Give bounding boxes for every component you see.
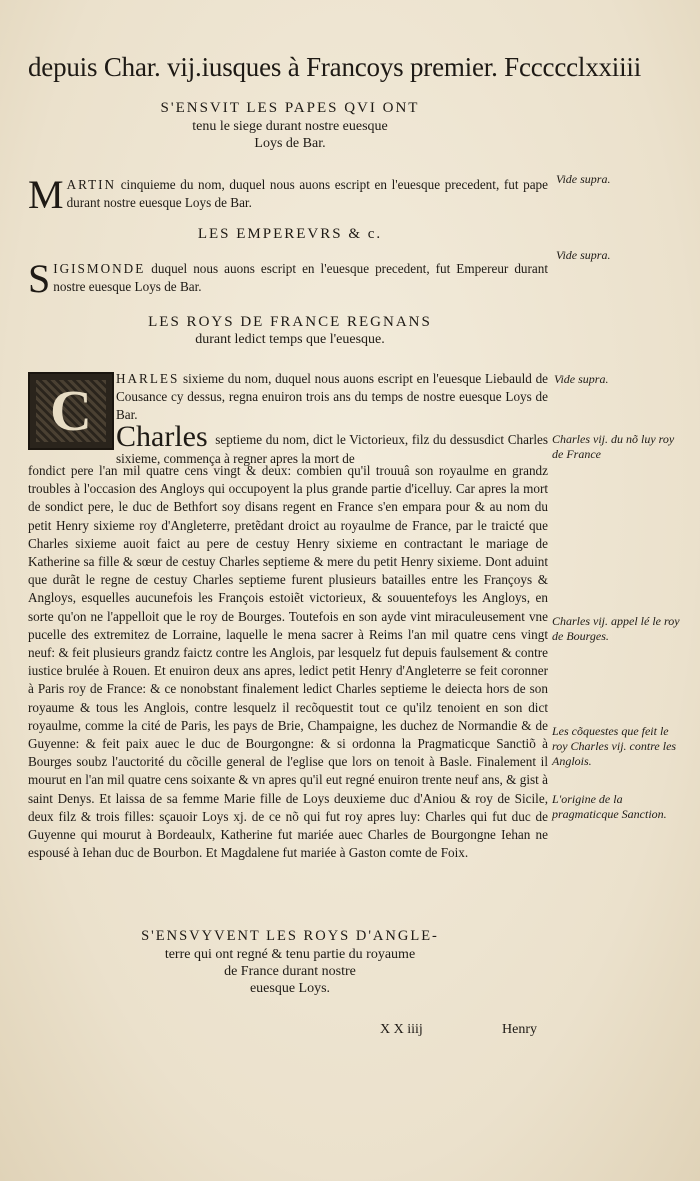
paragraph-lead: ARTIN <box>66 177 117 192</box>
subheading-line: euesque Loys. <box>249 981 331 996</box>
paragraph-text: duquel nous auons escript en l'euesque precedent, fut Empereur durant nostre euesque Loys de Bar. <box>53 261 549 295</box>
initial-letter: S <box>28 256 51 301</box>
running-header: depuis Char. vij.iusques à Francoys premier. Fccccclxxiiii <box>28 52 642 82</box>
paragraph-lead: IGISMONDE <box>53 261 146 276</box>
section-subheading-roys: durant ledict temps que l'euesque. <box>195 332 385 347</box>
margin-note: L'origine de la pragmaticque Sanction. <box>552 792 667 821</box>
section-heading-papes: S'ENSVIT LES PAPES QVI ONT <box>160 100 420 116</box>
subheading-line: de France durant nostre <box>224 964 356 979</box>
paragraph-text: septieme du nom, dict le Victorieux, filz du dessusdict Charles sixieme, commença à regner apres la mort de <box>116 432 548 466</box>
section-heading-roys: LES ROYS DE FRANCE REGNANS <box>148 314 432 330</box>
paragraph-text: sixieme du nom, duquel nous auons escript en l'euesque Liebauld de Cousance cy dessus, regna enuiron trois ans du temps de nostre euesque Loys de Bar. <box>116 371 549 423</box>
paragraph-charles-intro <box>116 370 548 425</box>
initial-letter: M <box>28 172 64 217</box>
signature-mark: X X iiij <box>380 1022 423 1037</box>
ornamental-initial <box>28 372 114 450</box>
large-word: Charles <box>116 420 208 453</box>
ornamental-letter: C <box>50 378 92 443</box>
catchword: Henry <box>502 1022 537 1037</box>
ornament-pattern <box>36 380 106 442</box>
paragraph-text: cinquieme du nom, duquel nous auons escript en l'euesque precedent, fut pape durant nostre euesque Loys de Bar. <box>66 177 548 211</box>
margin-note: Les cõquestes que feit le roy Charles vij. contre les Anglois. <box>552 724 677 768</box>
margin-note: Vide supra. <box>556 172 611 186</box>
section-subheading-angleterre <box>130 946 450 997</box>
margin-note: Vide supra. <box>556 248 611 262</box>
section-heading-empereurs: LES EMPEREVRS & c. <box>197 226 383 242</box>
paragraph-sigismonde <box>28 256 549 301</box>
subheading-line: Loys de Bar. <box>254 136 326 151</box>
paragraph-martin <box>28 172 548 217</box>
section-subheading-papes <box>130 118 450 152</box>
subheading-line: tenu le siege durant nostre euesque <box>192 119 388 134</box>
paragraph-charles-septieme-body: fondict pere l'an mil quatre cens vingt & deux: combien qu'il trouuâ son royaulme en grandz troubles à l'occasion des Angloys qui occupoyent la plus grande partie d'icelluy. Car apres la mort de sondict pere, le duc de Bethfort soy disans regent en France s'en empara pour & au nom du petit Henry sixieme roy d'Angleterre, pretẽdant droict au royaulme de France, par le traicté que Charles sixieme auoit faict au pere de cestuy Henry sixieme en contractant le mariage de Katherine sa fille & sœur de cestuy Charles septieme & mere du petit Henry sixieme. Dont aduint que durãt le regne de cestuy Charles septieme furent plusieurs batailles entre les Françoys & Angloys, esquelles aucunefois les François estoiẽt victorieux, & souuentefoys les Angloys, en sorte qu'on ne l'appelloit que le roy de Bourges. Toutefois en son ayde vint miraculeusement vne pucelle des extremitez de Lorraine, laquelle le mena sacrer à Reims l'an mil quatre cens vingt neuf: & feit plusieurs grandz faictz contre les Anglois, par lesquelz fut depuis faulsement & contre iustice brulée à Rouen. Et enuiron deux ans apres, ledict petit Henry d'Angleterre se feit coronner à Paris roy de France: & ce nonobstant finalement ledict Charles septieme le deiecta hors de son royaume & tous les Anglois, contre lesquelz il recõquestit tout ce qu'ilz tenoient en son dict royaulme, comme la cité de Paris, les pays de Brie, Champaigne, les duchez de Normandie & de Guyenne: & feit paix auec le duc de Bourgongne: & si ordonna la Pragmaticque Sanctiõ à Bourges soubz l'auctorité du cõcille general de l'eglise que lors on tenoit à Basle. Finalement il mourut en l'an mil quatre cens soixante & vn apres qu'il eut regné enuiron trente neuf ans, & gist à saint Denys. Et laissa de sa femme Marie fille de Loys deuxieme duc d'Aniou & roy de Sicile, deux filz & trois filles: sçauoir Loys xj. de ce nõ qui fut roy apres luy: Charles qui fut duc de Guyenne qui mourut à Bordeaulx, Katherine fut mariée auec Charles de Bourgongne Iehan ne espousé à Iehan duc de Bourbon. Et Magdalene fut mariée à Gaston comte de Foix. <box>28 463 548 861</box>
paragraph-lead: HARLES <box>116 371 180 386</box>
margin-note: Vide supra. <box>554 372 609 386</box>
section-heading-angleterre: S'ENSVYVENT LES ROYS D'ANGLE- <box>141 928 439 944</box>
subheading-line: terre qui ont regné & tenu partie du royaume <box>164 947 416 962</box>
margin-note: Charles vij. appel lé le roy de Bourges. <box>552 614 680 643</box>
margin-note: Charles vij. du nõ luy roy de France <box>552 432 675 461</box>
